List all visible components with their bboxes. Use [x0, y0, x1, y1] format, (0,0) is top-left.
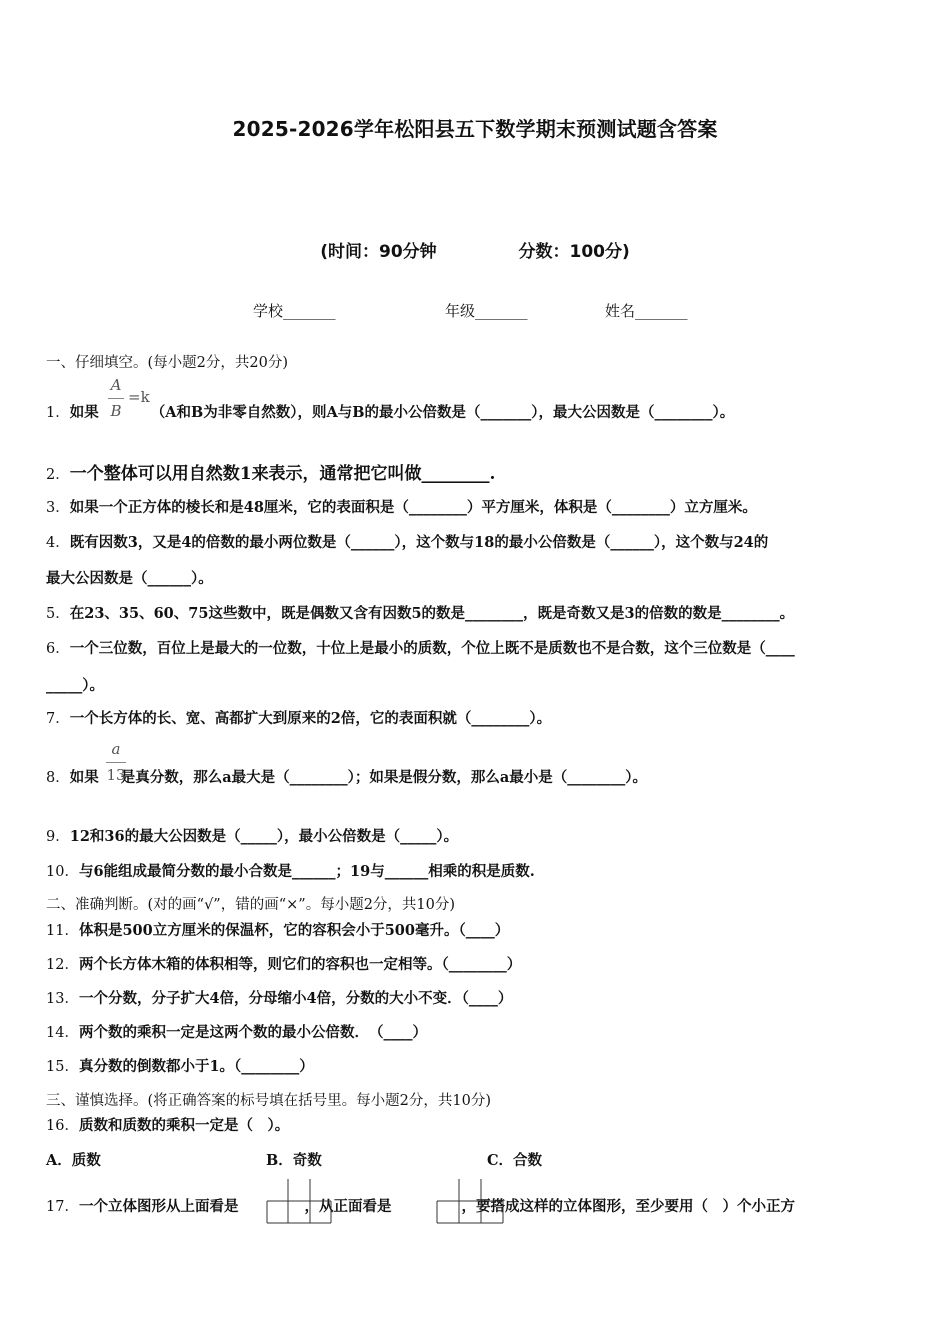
- section-3-heading: 三、谨慎选择。(将正确答案的标号填在括号里。每小题2分，共10分): [46, 1093, 491, 1109]
- question-6: 6．一个三位数，百位上是最大的一位数，十位上是最小的质数，个位上既不是质数也不是合数，这个三位数是（____: [46, 640, 795, 657]
- question-6-cont: _____）。: [46, 677, 104, 694]
- fraction-bar: [106, 762, 126, 763]
- fraction-denominator: 13: [106, 766, 126, 784]
- question-16: 16．质数和质数的乘积一定是（ ）。: [46, 1117, 290, 1134]
- question-12: 12．两个长方体木箱的体积相等，则它们的容积也一定相等。（________）: [46, 956, 522, 973]
- question-8: 8．如果 是真分数，那么a最大是（________）；如果是假分数，那么a最小是（________）。: [46, 769, 648, 786]
- question-13: 13．一个分数，分子扩大4倍，分母缩小4倍，分数的大小不变．（____）: [46, 990, 513, 1007]
- fraction-equals: =k: [128, 388, 150, 406]
- time-label: (时间：90分钟: [320, 242, 437, 262]
- grade-field: 年级_______: [445, 302, 528, 320]
- exam-meta: [0, 237, 950, 262]
- score-label: 分数：100分): [518, 242, 630, 262]
- question-4: 4．既有因数3，又是4的倍数的最小两位数是（______），这个数与18的最小公倍数是（______），这个数与24的: [46, 534, 769, 551]
- question-14: 14．两个数的乘积一定是这两个数的最小公倍数． （____）: [46, 1024, 427, 1041]
- question-7: 7．一个长方体的长、宽、高都扩大到原来的2倍，它的表面积就（________）。: [46, 710, 552, 727]
- fraction-denominator: B: [110, 402, 122, 420]
- question-5: 5．在23、35、60、75这些数中，既是偶数又含有因数5的数是________，既是奇数又是3的倍数的数是________。: [46, 605, 795, 622]
- question-17: 17．一个立体图形从上面看是 ，从正面看是 ，要搭成这样的立体图形，至少要用（ ）个小正方: [46, 1198, 795, 1215]
- top-view-figure: [266, 1178, 332, 1224]
- section-2-heading: 二、准确判断。(对的画“√”，错的画“×”。每小题2分，共10分): [46, 897, 456, 913]
- question-4-cont: 最大公因数是（______）。: [46, 570, 213, 587]
- front-view-figure: [436, 1178, 504, 1224]
- fraction-numerator: A: [110, 376, 122, 394]
- question-10: 10．与6能组成最简分数的最小合数是______；19与______相乘的积是质数.: [46, 863, 535, 880]
- question-9: 9．12和36的最大公因数是（_____），最小公倍数是（_____）。: [46, 828, 459, 845]
- fraction-numerator: a: [111, 740, 121, 758]
- question-3: 3．如果一个正方体的棱长和是48厘米，它的表面积是（________）平方厘米，体积是（________）立方厘米。: [46, 499, 757, 516]
- question-2: 2．一个整体可以用自然数1来表示，通常把它叫做________.: [46, 464, 496, 484]
- option-c: C．合数: [487, 1152, 543, 1169]
- fraction-bar: [108, 398, 124, 399]
- school-field: 学校_______: [253, 302, 336, 320]
- question-15: 15．真分数的倒数都小于1。（________）: [46, 1058, 314, 1075]
- question-11: 11．体积是500立方厘米的保温杯，它的容积会小于500毫升。（____）: [46, 922, 510, 939]
- option-a: A．质数: [46, 1152, 101, 1169]
- section-1-heading: 一、仔细填空。(每小题2分，共20分): [46, 355, 288, 371]
- option-b: B．奇数: [266, 1152, 322, 1169]
- page-title: 2025-2026学年松阳县五下数学期末预测试题含答案: [232, 117, 718, 141]
- name-field: 姓名_______: [605, 302, 688, 320]
- question-1: 1．如果 （A和B为非零自然数），则A与B的最小公倍数是（_______），最大公因数是（________）。: [46, 404, 735, 421]
